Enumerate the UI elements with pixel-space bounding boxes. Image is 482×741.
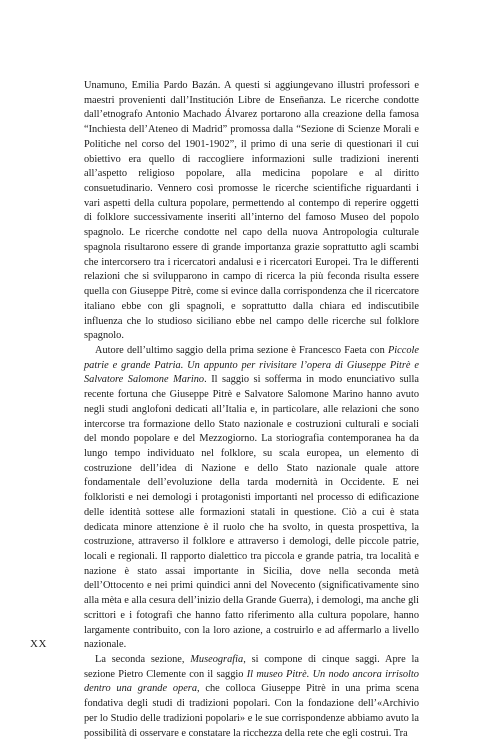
paragraph-1-text: Unamuno, Emilia Pardo Bazán. A questi si aggiungevano illustri professori e maestri provenienti dall’Institución Libre de Enseñanza. Le ricerche condotte dall’etnografo Antonio Machado Álvarez portarono alla creazione della famosa “Inchiesta dell’Ateneo di Madrid” promossa dalla “Sezione di Scienze Morali e Politiche nel corso del 1901-1902”, il primo di una serie di questionari il cui obiettivo era quello di raccogliere informazioni sulle tradizioni inerenti all’aspetto religioso popolare, alla medicina popolare e al diritto consuetudinario. Vennero così promosse le ricerche scientifiche riguardanti i vari aspetti della cultura popolare, permettendo al contempo di reperire oggetti di folklore successivamente inseriti all’interno del famoso Museo del popolo spagnolo. Le ricerche condotte nel capo della nuova Antropologia culturale spagnola risultarono essere di grande importanza grazie soprattutto agli scambi che intercorsero tra i ricercatori andalusi e i ricercatori Europei. Tra le differenti relazioni che si svilupparono in campo di ricerca la più feconda risulta essere quella con Giuseppe Pitrè, come si evince dalla corrispondenza che il ricercatore italiano ebbe con gli spagnoli, e soprattutto dalla chiara ed indiscutibile influenza che lo studioso siciliano ebbe nel campo delle ricerche sul folklore spagnolo. <box>84 80 419 342</box>
paragraph-3-title-italic: Il museo Pitrè. Un nodo ancora irrisolto dentro una grande opera <box>84 668 419 695</box>
paragraph-1 <box>84 79 419 344</box>
paragraph-3-text-b: , si compone di cinque saggi. Apre la sezione Pietro Clemente con il saggio <box>84 654 419 680</box>
paragraph-3 <box>84 653 419 741</box>
page-number: XX <box>30 638 47 650</box>
paragraph-3-text-a: La seconda sezione, <box>95 654 191 666</box>
paragraph-2-text-b: . Il saggio si sofferma in modo enunciativo sulla recente fortuna che Giuseppe Pitrè e Salvatore Salomone Marino hanno avuto negli studi anglofoni dedicati all’Italia e, in particolare, alle relazioni che sono intercorse tra formazione dello Stato nazionale e costruzioni culturali e sociali del mondo popolare e del Mezzogiorno. La storiografia contemporanea ha da lungo tempo individuato nel folklore, su scala europea, un elemento di costruzione dell’idea di Nazione e dello Stato nazionale quale attore fondamentale dell’evoluzione della tarda modernità in Occidente. E nei folkloristi e nei demologi i protagonisti importanti nel processo di edificazione delle identità sottese alle formazioni statali in questione. Ciò a cui è stata dedicata minore attenzione è il ruolo che ha svolto, in questa prospettiva, la costruzione, attraverso il folklore e attraverso i demologi, delle piccole patrie, locali e regionali. Il rapporto dialettico tra piccola e grande patria, tra località e nazione è stato assai importante in Sicilia, dove nella seconda metà dell’Ottocento e nei primi quindici anni del Novecento (significativamente sino alla mèta e alla cesura dell’inizio della Grande Guerra), i demologi, ma anche gli scrittori e i fotografi che hanno fatto riferimento alla cultura popolare, hanno largamente contribuito, con la loro azione, a costruirlo e ad affermarlo a livello nazionale. <box>84 374 419 651</box>
paragraph-3-text-c: , che colloca Giuseppe Pitrè in una prima scena fondativa degli studi di tradizioni popolari. Con la fondazione dell’«Archivio per lo Studio delle tradizioni popolari» e le sue corrispondenze abbiamo avuto la possibilità di osservare e constatare la ricchezza della rete che egli costruì. Tra <box>84 683 419 739</box>
paragraph-2 <box>84 344 419 653</box>
paragraph-2-text-a: Autore dell’ultimo saggio della prima sezione è Francesco Faeta con <box>95 344 388 356</box>
page-body <box>84 79 419 741</box>
paragraph-3-section-name-italic: Museografia <box>190 654 244 666</box>
paragraph-2-title-italic: Piccole patrie e grande Patria. Un appunto per rivisitare l’opera di Giuseppe Pitrè e Salvatore Salomone Marino <box>84 344 419 386</box>
